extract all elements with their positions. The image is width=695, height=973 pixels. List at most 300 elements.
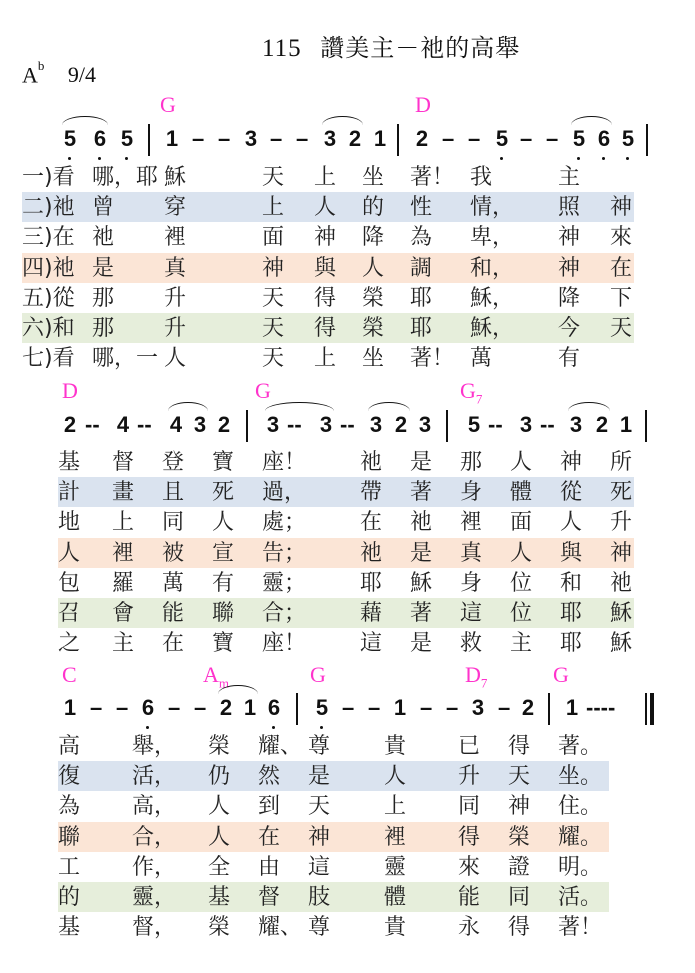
lyric-syllable: 能: [458, 885, 481, 910]
lyric-syllable: 包: [58, 570, 81, 596]
note: 1: [63, 695, 77, 720]
lyric-syllable: 有: [212, 570, 235, 596]
lyric-syllable: 過，: [262, 480, 307, 506]
lyric-syllable: 主: [558, 165, 581, 190]
lyric-syllable: 同: [458, 794, 481, 820]
lyric-syllable: 死: [212, 480, 235, 506]
duration-dash: --: [540, 412, 555, 437]
lyric-syllable: 耶: [560, 601, 583, 626]
duration-dash: –: [168, 695, 181, 720]
lyric-syllable: 穿: [164, 195, 187, 221]
duration-dash: --: [488, 412, 503, 437]
note: 1: [165, 126, 179, 151]
lyric-syllable: 裡: [112, 540, 135, 566]
lyric-syllable: 是: [410, 450, 433, 475]
duration-dash: –: [194, 695, 207, 720]
lyric-syllable: 神: [314, 225, 337, 251]
lyric-syllable: 天: [508, 764, 531, 790]
lyric-syllable: 證: [508, 854, 531, 880]
lyric-line-verse-3: [0, 508, 695, 538]
lyric-syllable: 人: [212, 510, 235, 536]
chord-symbol: G: [255, 378, 271, 403]
lyric-syllable: 住。: [558, 794, 603, 820]
lyric-line-verse-4: [0, 823, 695, 853]
duration-dash: –: [116, 695, 129, 720]
note: 1: [619, 412, 633, 437]
lyric-syllable: 會: [112, 601, 135, 626]
note: 2: [348, 126, 362, 151]
lyric-syllable: 祂: [360, 450, 383, 475]
time-signature: 9/4: [67, 62, 97, 88]
lyric-syllable: 三)在: [22, 225, 75, 251]
note: 2: [219, 695, 233, 720]
lyric-syllable: 畫: [112, 480, 135, 506]
lyric-syllable: 舉，: [132, 734, 177, 759]
lyric-syllable: 穌: [610, 601, 633, 626]
bar-line: [646, 124, 648, 156]
duration-dash: –: [342, 695, 355, 720]
lyric-syllable: 得: [508, 734, 531, 759]
lyric-syllable: 上: [384, 794, 407, 820]
duration-dash: –: [468, 126, 481, 151]
note-low-octave: 6: [597, 126, 611, 151]
lyric-syllable: 同: [162, 510, 185, 536]
chord-symbol: $G_7$: [460, 378, 483, 407]
slur-arc: [322, 116, 363, 125]
lyric-syllable: 穌，: [470, 285, 515, 311]
lyric-syllable: 升: [610, 510, 633, 536]
lyric-syllable: 耶: [560, 631, 583, 657]
lyric-syllable: 身: [460, 480, 483, 506]
lyric-syllable: 神: [560, 450, 583, 475]
lyric-syllable: 高，: [132, 794, 177, 820]
lyric-syllable: 貴: [384, 915, 407, 941]
lyric-syllable: 榮: [208, 915, 231, 941]
lyric-syllable: 主: [510, 631, 533, 657]
lyric-syllable: 著: [410, 601, 433, 626]
lyric-syllable: 位: [510, 570, 533, 596]
bar-line: [246, 410, 248, 442]
note: 3: [369, 412, 383, 437]
bar-line: [397, 124, 399, 156]
lyric-syllable: 人: [314, 195, 337, 221]
note-low-octave: 5: [120, 126, 134, 151]
lyric-line-verse-3: [0, 792, 695, 822]
lyric-syllable: 榮: [508, 824, 531, 850]
lyric-syllable: 全: [208, 854, 231, 880]
lyric-syllable: 這: [360, 631, 383, 657]
lyric-syllable: 祂: [92, 225, 115, 251]
lyric-syllable: 榮: [208, 734, 231, 759]
lyric-line-verse-3: [0, 223, 695, 253]
lyric-syllable: 是: [410, 631, 433, 657]
duration-dash: –: [520, 126, 533, 151]
lyric-syllable: 上: [262, 195, 285, 221]
lyric-syllable: 督，: [132, 915, 177, 941]
lyric-line-verse-1: [0, 448, 695, 478]
lyric-syllable: 面: [510, 510, 533, 536]
lyric-syllable: 尊: [308, 915, 331, 941]
bar-line: [548, 693, 550, 725]
duration-dash: –: [270, 126, 283, 151]
lyric-syllable: 宣: [212, 540, 235, 566]
lyric-syllable: 人: [384, 764, 407, 790]
lyric-syllable: 下: [610, 285, 633, 311]
slur-arc: [568, 402, 610, 411]
duration-dash: --: [287, 412, 302, 437]
lyric-syllable: 與: [314, 255, 337, 281]
lyric-syllable: 人: [164, 346, 187, 372]
lyric-syllable: 得: [508, 915, 531, 941]
duration-dash: –: [218, 126, 231, 151]
duration-dash: –: [90, 695, 103, 720]
note: 3: [323, 126, 337, 151]
lyric-syllable: 神: [610, 195, 633, 221]
lyric-syllable: 人: [510, 540, 533, 566]
lyric-syllable: 尊: [308, 734, 331, 759]
lyric-syllable: 神: [508, 794, 531, 820]
lyric-syllable: 是: [410, 540, 433, 566]
lyric-syllable: 耶: [410, 316, 433, 341]
lyric-line-verse-1: [0, 732, 695, 762]
lyric-syllable: 死: [610, 480, 633, 506]
lyric-syllable: 藉: [360, 601, 383, 626]
slur-arc: [168, 402, 208, 411]
lyric-syllable: 著！: [410, 165, 455, 190]
lyric-syllable: 召: [58, 601, 81, 626]
lyric-syllable: 合，: [132, 824, 177, 850]
lyric-syllable: 靈，: [132, 885, 177, 910]
lyric-syllable: 登: [162, 450, 185, 475]
lyric-syllable: 神: [558, 255, 581, 281]
slur-arc: [368, 402, 410, 411]
lyric-syllable: 哪，耶: [92, 165, 159, 190]
lyric-syllable: 基: [58, 450, 81, 475]
note: 2: [63, 412, 77, 437]
chord-symbol: C: [62, 662, 77, 687]
note: 4: [169, 412, 183, 437]
lyric-syllable: 有: [558, 346, 581, 372]
lyric-syllable: 裡: [164, 225, 187, 251]
lyric-syllable: 是: [308, 764, 331, 790]
lyric-syllable: 來: [610, 225, 633, 251]
lyric-syllable: 耀、: [258, 734, 303, 759]
key-signature: [22, 58, 97, 88]
lyric-line-verse-7: [0, 629, 695, 659]
lyric-syllable: 卑，: [470, 225, 515, 251]
chord-symbol: $A_m$: [203, 662, 230, 691]
lyric-syllable: 萬: [470, 346, 493, 372]
lyric-syllable: 告；: [262, 540, 307, 566]
lyric-line-verse-7: [0, 344, 695, 374]
lyric-syllable: 得: [458, 824, 481, 850]
lyric-syllable: 穌: [410, 570, 433, 596]
lyric-syllable: 明。: [558, 854, 603, 880]
note: 2: [595, 412, 609, 437]
lyric-syllable: 著！: [410, 346, 455, 372]
lyric-line-verse-4: [0, 539, 695, 569]
chord-subscript: 7: [480, 675, 488, 691]
chord-symbol: G: [160, 92, 176, 117]
lyric-syllable: 祂: [610, 570, 633, 596]
lyric-line-verse-1: [0, 163, 695, 193]
lyric-line-verse-5: [0, 569, 695, 599]
hymn-number: 115: [262, 35, 302, 62]
lyric-syllable: 地: [58, 510, 81, 536]
lyric-syllable: 能: [162, 601, 185, 626]
duration-dash: --: [340, 412, 355, 437]
lyric-syllable: 聯: [58, 824, 81, 850]
lyric-syllable: 哪，一: [92, 346, 159, 372]
lyric-syllable: 救: [460, 631, 483, 657]
lyric-syllable: 穌，: [470, 316, 515, 341]
lyric-syllable: 今: [558, 316, 581, 341]
lyric-syllable: 一)看: [22, 165, 75, 190]
note: 2: [521, 695, 535, 720]
note: 2: [394, 412, 408, 437]
lyric-syllable: 七)看: [22, 346, 75, 372]
final-bar-thick: [650, 693, 654, 725]
lyric-syllable: 升: [164, 285, 187, 311]
lyric-syllable: 這: [460, 601, 483, 626]
note: 3: [193, 412, 207, 437]
lyric-syllable: 面: [262, 225, 285, 251]
lyric-syllable: 羅: [112, 570, 135, 596]
lyric-syllable: 神: [610, 540, 633, 566]
lyric-syllable: 所: [610, 450, 633, 475]
lyric-syllable: 靈: [384, 854, 407, 880]
lyric-syllable: 耶: [410, 285, 433, 311]
note: 3: [266, 412, 280, 437]
lyric-syllable: 人: [208, 794, 231, 820]
lyric-syllable: 榮: [362, 316, 385, 341]
lyric-syllable: 基: [58, 915, 81, 941]
lyric-syllable: 然: [258, 764, 281, 790]
lyric-syllable: 貴: [384, 734, 407, 759]
lyric-syllable: 耶: [360, 570, 383, 596]
chord-subscript: 7: [475, 391, 483, 407]
lyric-syllable: 位: [510, 601, 533, 626]
lyric-syllable: 神: [262, 255, 285, 281]
lyric-line-verse-2: [0, 193, 695, 223]
note-low-octave: 5: [572, 126, 586, 151]
lyric-syllable: 著: [410, 480, 433, 506]
duration-dash: –: [296, 126, 309, 151]
duration-dash: –: [368, 695, 381, 720]
duration-dash: --: [85, 412, 100, 437]
note: 4: [116, 412, 130, 437]
lyric-syllable: 神: [558, 225, 581, 251]
lyric-syllable: 祂: [360, 540, 383, 566]
note-low-octave: 5: [495, 126, 509, 151]
lyric-syllable: 處；: [262, 510, 307, 536]
note: 5: [467, 412, 481, 437]
note-low-octave: 5: [63, 126, 77, 151]
note: 1: [393, 695, 407, 720]
lyric-line-verse-7: [0, 913, 695, 943]
lyric-syllable: 身: [460, 570, 483, 596]
lyric-syllable: 從: [560, 480, 583, 506]
note-low-octave: 5: [315, 695, 329, 720]
lyric-syllable: 耀。: [558, 824, 603, 850]
lyric-syllable: 情，: [470, 195, 515, 221]
lyric-syllable: 和: [560, 570, 583, 596]
chord-symbol: D: [62, 378, 78, 403]
lyric-syllable: 那: [92, 285, 115, 311]
lyric-syllable: 被: [162, 540, 185, 566]
lyric-syllable: 天: [308, 794, 331, 820]
lyric-syllable: 得: [314, 316, 337, 341]
lyric-syllable: 已: [458, 734, 481, 759]
lyric-syllable: 得: [314, 285, 337, 311]
lyric-syllable: 這: [308, 854, 331, 880]
lyric-syllable: 在: [162, 631, 185, 657]
lyric-syllable: 的: [58, 885, 81, 910]
chord-symbol: G: [553, 662, 569, 687]
final-bar-thin: [645, 693, 647, 725]
note: 3: [418, 412, 432, 437]
lyric-syllable: 為: [410, 225, 433, 251]
lyric-syllable: 體: [384, 885, 407, 910]
lyric-syllable: 人: [510, 450, 533, 475]
lyric-syllable: 降: [362, 225, 385, 251]
lyric-syllable: 上: [314, 165, 337, 190]
lyric-syllable: 天: [610, 316, 633, 341]
lyric-syllable: 真: [164, 255, 187, 281]
lyric-syllable: 座！: [262, 450, 307, 475]
lyric-syllable: 合；: [262, 601, 307, 626]
lyric-syllable: 體: [510, 480, 533, 506]
lyric-syllable: 性: [410, 195, 433, 221]
lyric-syllable: 天: [262, 165, 285, 190]
lyric-line-verse-5: [0, 284, 695, 314]
note: 1: [243, 695, 257, 720]
chord-symbol: G: [310, 662, 326, 687]
lyric-syllable: 聯: [212, 601, 235, 626]
lyric-syllable: 天: [262, 285, 285, 311]
lyric-syllable: 在: [360, 510, 383, 536]
bar-line: [446, 410, 448, 442]
note: 3: [471, 695, 485, 720]
note-low-octave: 5: [621, 126, 635, 151]
lyric-syllable: 高: [58, 734, 81, 759]
lyric-syllable: 作，: [132, 854, 177, 880]
note-low-octave: 6: [93, 126, 107, 151]
note-low-octave: 6: [141, 695, 155, 720]
lyric-syllable: 那: [460, 450, 483, 475]
lyric-syllable: 永: [458, 915, 481, 941]
lyric-syllable: 上: [112, 510, 135, 536]
duration-dash: ----: [586, 695, 616, 720]
note: 3: [319, 412, 333, 437]
bar-line: [296, 693, 298, 725]
duration-dash: –: [420, 695, 433, 720]
lyric-syllable: 照: [558, 195, 581, 221]
chord-symbol: $D_7$: [465, 662, 488, 691]
lyric-syllable: 坐: [362, 165, 385, 190]
lyric-syllable: 六)和: [22, 316, 75, 341]
note: 3: [244, 126, 258, 151]
lyric-syllable: 穌: [164, 165, 187, 190]
hymn-title-text: 讚美主－祂的高舉: [320, 34, 521, 62]
lyric-syllable: 升: [164, 316, 187, 341]
key-letter: A: [22, 62, 38, 88]
bar-line: [645, 410, 647, 442]
lyric-syllable: 督: [258, 885, 281, 910]
lyric-line-verse-5: [0, 853, 695, 883]
lyric-syllable: 人: [58, 540, 81, 566]
lyric-syllable: 座！: [262, 631, 307, 657]
lyric-syllable: 肢: [308, 885, 331, 910]
lyric-syllable: 曾: [92, 195, 115, 221]
lyric-syllable: 由: [258, 854, 281, 880]
lyric-syllable: 督: [112, 450, 135, 475]
lyric-syllable: 裡: [460, 510, 483, 536]
lyric-line-verse-6: [0, 599, 695, 629]
lyric-line-verse-4: [0, 254, 695, 284]
lyric-syllable: 來: [458, 854, 481, 880]
bar-line: [148, 124, 150, 156]
note: 3: [519, 412, 533, 437]
lyric-syllable: 工: [58, 854, 81, 880]
note: 2: [415, 126, 429, 151]
lyric-syllable: 調: [410, 255, 433, 281]
chord-subscript: m: [218, 675, 230, 691]
lyric-syllable: 與: [560, 540, 583, 566]
lyric-syllable: 人: [362, 255, 385, 281]
lyric-syllable: 靈；: [262, 570, 307, 596]
lyric-syllable: 真: [460, 540, 483, 566]
lyric-syllable: 計: [58, 480, 81, 506]
slur-arc: [218, 685, 258, 694]
lyric-syllable: 耀、: [258, 915, 303, 941]
lyric-syllable: 到: [258, 794, 281, 820]
lyric-syllable: 萬: [162, 570, 185, 596]
duration-dash: –: [498, 695, 511, 720]
slur-arc: [571, 116, 612, 125]
lyric-syllable: 仍: [208, 764, 231, 790]
duration-dash: –: [192, 126, 205, 151]
duration-dash: --: [137, 412, 152, 437]
lyric-syllable: 寶: [212, 631, 235, 657]
lyric-syllable: 主: [112, 631, 135, 657]
lyric-syllable: 天: [262, 346, 285, 372]
slur-arc: [62, 116, 108, 125]
lyric-syllable: 升: [458, 764, 481, 790]
lyric-line-verse-2: [0, 762, 695, 792]
duration-dash: –: [546, 126, 559, 151]
duration-dash: –: [442, 126, 455, 151]
lyric-syllable: 榮: [362, 285, 385, 311]
lyric-syllable: 活。: [558, 885, 603, 910]
lyric-syllable: 復: [58, 764, 81, 790]
lyric-syllable: 穌: [610, 631, 633, 657]
lyric-syllable: 著！: [558, 915, 603, 941]
lyric-syllable: 祂: [410, 510, 433, 536]
lyric-syllable: 且: [162, 480, 185, 506]
lyric-syllable: 二)祂: [22, 195, 75, 221]
lyric-syllable: 裡: [384, 824, 407, 850]
note: 1: [373, 126, 387, 151]
lyric-syllable: 天: [262, 316, 285, 341]
lyric-syllable: 人: [560, 510, 583, 536]
lyric-syllable: 活，: [132, 764, 177, 790]
lyric-syllable: 基: [208, 885, 231, 910]
lyric-syllable: 坐。: [558, 764, 603, 790]
chord-symbol: D: [415, 92, 431, 117]
lyric-syllable: 為: [58, 794, 81, 820]
lyric-syllable: 那: [92, 316, 115, 341]
